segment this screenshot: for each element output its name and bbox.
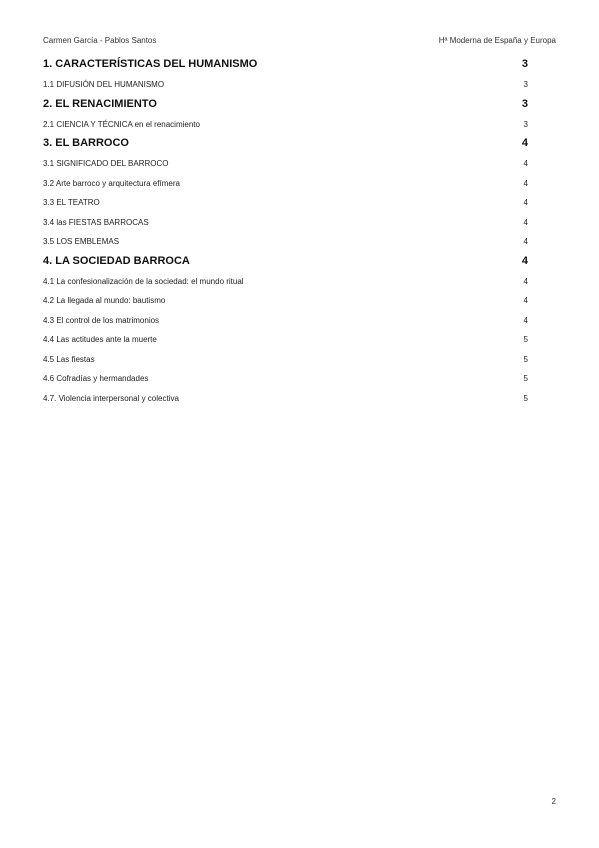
toc-entry-title: 4.1 La confesionalización de la sociedad: el mundo ritual [43,276,244,286]
toc-subsection-link[interactable] [43,76,528,96]
toc-entry-title: 2. EL RENACIMIENTO [43,97,157,110]
toc-section-link[interactable] [43,56,528,76]
toc-subsection-link[interactable] [43,273,528,293]
toc-subsection-link[interactable] [43,370,528,390]
toc-entry-page: 3 [523,80,528,89]
toc-entry-title: 3.1 SIGNIFICADO DEL BARROCO [43,159,169,168]
page-header [43,36,556,48]
toc-entry-title: 1.1 DIFUSIÓN DEL HUMANISMO [43,80,165,89]
toc-entry-title: 4.4 Las actitudes ante la muerte [43,335,157,344]
toc-entry-page: 3 [523,119,528,129]
toc-entry-title: 3. EL BARROCO [43,137,129,149]
toc-entry-page: 5 [523,335,528,344]
toc-entry-title: 4.7. Violencia interpersonal y colectiva [43,393,179,403]
toc-entry-title: 4. LA SOCIEDAD BARROCA [43,254,190,267]
toc-entry-title: 3.3 EL TEATRO [43,198,100,207]
toc-entry-page: 5 [523,354,528,364]
toc-subsection-link[interactable] [43,116,528,136]
toc-entry-title: 4.2 La llegada al mundo: bautismo [43,296,166,305]
toc-subsection-link[interactable] [43,312,528,332]
toc-entry-page: 4 [521,137,528,149]
toc-entry-page: 5 [523,374,528,383]
toc-subsection-link[interactable] [43,155,528,175]
toc-entry-title: 4.6 Cofradías y hermandades [43,374,149,383]
toc-section-link[interactable] [43,96,528,116]
toc-section-link[interactable] [43,135,528,155]
toc-entry-title: 1. CARACTERÍSTICAS DEL HUMANISMO [43,58,258,70]
toc-entry-page: 4 [523,159,528,168]
toc-entry-page: 4 [523,217,528,227]
toc-entry-page: 4 [523,237,528,246]
toc-entry-page: 5 [523,393,528,403]
toc-entry-title: 3.4 las FIESTAS BARROCAS [43,217,149,227]
toc-entry-page: 4 [523,178,528,188]
toc-subsection-link[interactable] [43,351,528,371]
toc-entry-page: 4 [521,254,528,267]
toc-subsection-link[interactable] [43,331,528,351]
toc-subsection-link[interactable] [43,175,528,195]
toc-entry-page: 4 [523,198,528,207]
header-course-title: Hª Moderna de España y Europa [438,36,556,45]
toc-entry-page: 3 [521,97,528,110]
toc-entry-title: 4.3 El control de los matrimonios [43,315,160,325]
page-number: 2 [551,797,556,806]
table-of-contents [43,56,528,409]
toc-subsection-link[interactable] [43,214,528,234]
toc-entry-page: 4 [523,296,528,305]
toc-entry-title: 3.2 Arte barroco y arquitectura efímera [43,178,180,188]
toc-entry-page: 4 [523,315,528,325]
toc-entry-page: 3 [521,58,528,70]
header-authors: Carmen García - Pablos Santos [43,36,157,45]
toc-entry-title: 2.1 CIENCIA Y TÉCNICA en el renacimiento [43,119,200,129]
toc-subsection-link[interactable] [43,194,528,214]
toc-entry-title: 3.5 LOS EMBLEMAS [43,237,120,246]
toc-subsection-link[interactable] [43,292,528,312]
toc-section-link[interactable] [43,253,528,273]
toc-entry-page: 4 [523,276,528,286]
toc-subsection-link[interactable] [43,233,528,253]
toc-entry-title: 4.5 Las fiestas [43,354,95,364]
toc-subsection-link[interactable] [43,390,528,410]
